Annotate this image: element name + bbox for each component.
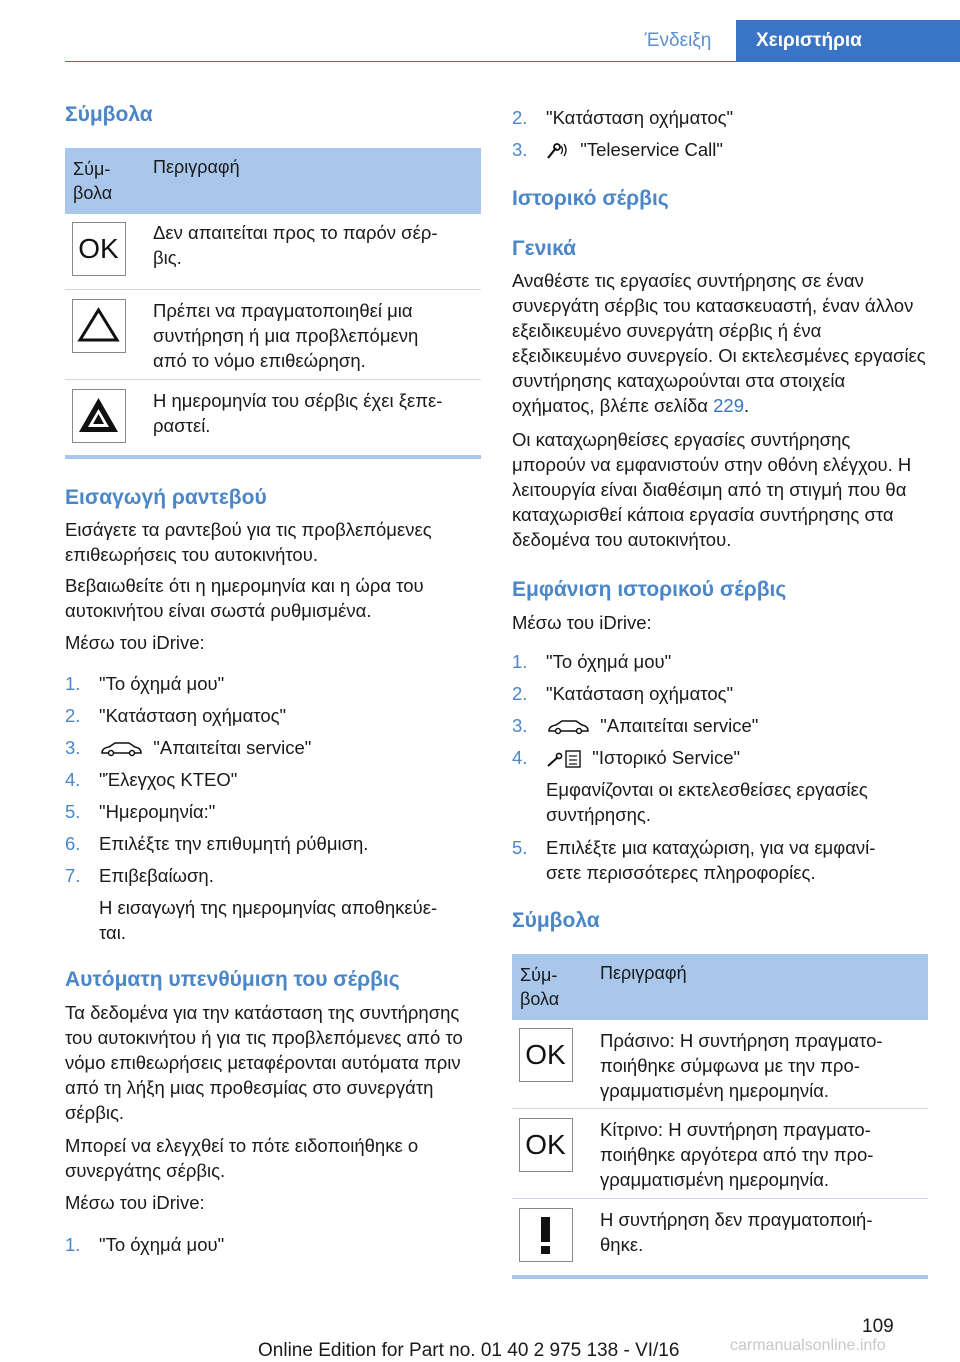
appointment-title: Εισαγωγή ραντεβού [65,486,267,509]
row-description: Πράσινο: Η συντήρηση πραγματο- ποιήθηκε σύμφωνα με την προ- γραμματισμένη ημερομηνία. [600,1030,883,1101]
table-row [512,1109,928,1199]
table-header [512,954,928,1020]
paragraph: Εισάγετε τα ραντεβού για τις προβλεπόμενες επιθεωρήσεις του αυτοκινήτου. [65,519,432,565]
table-end-bar [65,455,481,459]
svg-text:OK: OK [78,233,119,264]
wrench-phone-icon [546,142,570,160]
table-end-bar [512,1275,928,1279]
row-description: Η συντήρηση δεν πραγματοποιή- θηκε. [600,1209,873,1255]
paragraph: Βεβαιωθείτε ότι η ημερομηνία και η ώρα του αυτοκινήτου είναι σωστά ρυθμισμένα. [65,575,424,621]
service-history-icon [546,749,582,769]
show-history-title: Εμφάνιση ιστορικού σέρβις [512,578,787,601]
tab-manual[interactable]: Χειριστήρια [736,20,960,62]
paragraph: Οι καταχωρηθείσες εργασίες συντήρησης μπορούν να εμφανιστούν στην οθόνη ελέγχου. Η λειτουργία είναι διαθέσιμη από τη στιγμή που θα καταχωρισθεί κάποια εργασία συντήρησης στα δεδομένα του αυτοκινήτου. [512,429,912,550]
row-description: Πρέπει να πραγματοποιηθεί μια συντήρηση ή μια προβλεπόμενη από το νόμο επιθεώρηση. [153,300,419,371]
warning-triangle-outline-icon [72,299,126,353]
paragraph: Μέσω του iDrive: [65,1192,205,1213]
table-row [65,290,481,380]
table-row [512,1199,928,1275]
svg-text:OK: OK [525,1129,566,1160]
auto-reminder-title: Αυτόματη υπενθύμιση του σέρβις [65,968,400,991]
row-description: Η ημερομηνία του σέρβις έχει ξεπε- ραστεί. [153,390,443,436]
paragraph: Μέσω του iDrive: [65,632,205,653]
warning-triangle-filled-icon [72,389,126,443]
table-col-description: Περιγραφή [153,157,240,177]
car-wrench-icon [546,718,590,736]
header-rule [65,61,960,62]
page-link[interactable]: 229 [713,395,744,416]
header-bar [0,0,960,62]
symbols-title: Σύμβολα [512,909,600,932]
edition-text: Online Edition for Part no. 01 40 2 975 138 - VI/16 [258,1340,680,1361]
table-col-description: Περιγραφή [600,963,687,983]
exclamation-icon [519,1208,573,1262]
table-header [65,148,481,214]
watermark: carmanualsonline.info [730,1337,886,1354]
car-wrench-icon [99,740,143,758]
table-row [512,1020,928,1109]
tab-index[interactable]: Ένδειξη [620,20,736,62]
table-col-symbols: Σύμ- βολα [520,965,560,1009]
row-description: Κίτρινο: Η συντήρηση πραγματο- ποιήθηκε αργότερα από την προ- γραμματισμένη ημερομηνία. [600,1119,874,1190]
row-description: Δεν απαιτείται προς το παρόν σέρ- βις. [153,222,438,268]
table-col-symbols: Σύμ- βολα [73,159,113,203]
table-row [65,214,481,290]
paragraph: Μπορεί να ελεγχθεί το πότε ειδοποιήθηκε ο συνεργάτης σέρβις. [65,1135,419,1181]
paragraph: Μέσω του iDrive: [512,612,652,633]
svg-text:OK: OK [525,1039,566,1070]
general-title: Γενικά [512,237,577,260]
ok-icon [519,1118,573,1172]
history-title: Ιστορικό σέρβις [512,187,669,210]
paragraph: Αναθέστε τις εργασίες συντήρησης σε έναν συνεργάτη σέρβις του κατασκευαστή, έναν άλλον εξειδικευμένο συνεργάτη σέρβις ή ένα εξειδικευμένο συνεργείο. Οι εκτελεσμένες εργασίες συντήρησης καταχωρούνται στα στοιχεία οχήματος, βλέπε σελίδα 229. [512,270,926,416]
symbols-title: Σύμβολα [65,103,153,126]
page-number: 109 [862,1316,894,1337]
ok-icon [519,1028,573,1082]
table-row [65,380,481,456]
paragraph: Τα δεδομένα για την κατάσταση της συντήρησης του αυτοκινήτου ή για τις προβλεπόμενες από το νόμο επιθεωρήσεις μεταφέρονται αυτόματα πριν από τη λήξη μιας προθεσμίας στο συνεργάτη σέρβις. [65,1002,463,1123]
ok-icon [72,222,126,276]
